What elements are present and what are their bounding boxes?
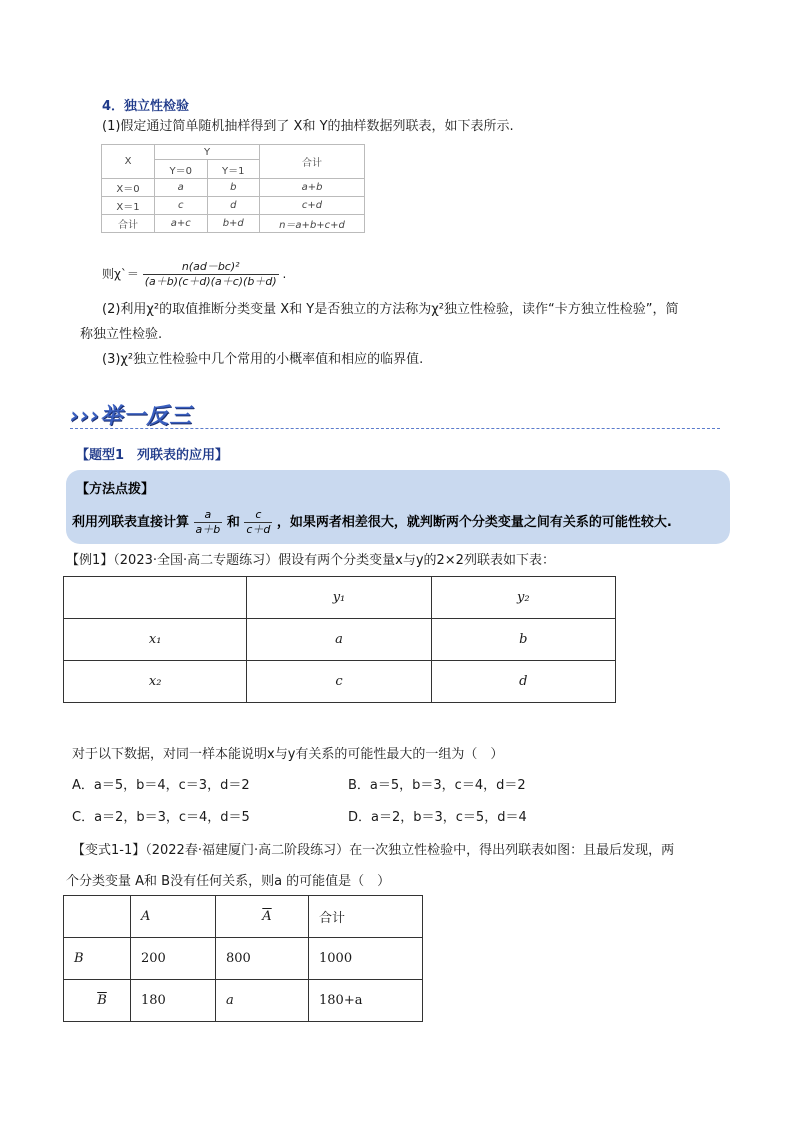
paragraph-3: (3)χ²独立性检验中几个常用的小概率值和相应的临界值. — [102, 352, 424, 367]
example1-title: 【例1】（2023·全国·高二专题练习）假设有两个分类变量x与y的2×2列联表如下表： — [66, 553, 555, 568]
formula-denominator: (a＋b)(c＋d)(a＋c)(b＋d) — [144, 275, 277, 288]
header-y1: Y＝1 — [207, 160, 260, 179]
table-row — [102, 197, 365, 215]
table-cell — [64, 577, 247, 619]
banner-divider — [70, 428, 720, 429]
table-cell: 1000 — [309, 938, 423, 980]
table-cell: X＝0 — [102, 179, 155, 197]
tip-text-post: ，如果两者相差很大，就判断两个分类变量之间有关系的可能性较大. — [276, 515, 672, 530]
table-cell: y₁ — [247, 577, 431, 619]
table-cell: 800 — [216, 938, 309, 980]
header-x: X — [102, 145, 155, 179]
frac2-numerator: c — [244, 508, 272, 523]
table-cell — [64, 896, 131, 938]
table-cell: y₂ — [431, 577, 615, 619]
table-cell: c — [155, 197, 208, 215]
tip-text-mid: 和 — [226, 515, 240, 530]
header-y: Y — [155, 145, 260, 160]
table-cell: a — [155, 179, 208, 197]
tip-heading: 【方法点拨】 — [76, 482, 155, 497]
paragraph-2a: (2)利用χ²的取值推断分类变量 X和 Y是否独立的方法称为χ²独立性检验，读作“卡方独立性检验”，简 — [102, 302, 679, 317]
option-b: B．a＝5，b＝3，c＝4，d＝2 — [348, 778, 526, 793]
table-cell: c+d — [260, 197, 365, 215]
section-banner: ›››举一反三 — [70, 404, 193, 429]
table-cell: b — [207, 179, 260, 197]
table-cell: b — [431, 619, 615, 661]
formula-numerator: n(ad－bc)² — [143, 260, 279, 275]
example1-table — [63, 576, 616, 703]
table-cell: a+b — [260, 179, 365, 197]
table-cell: d — [431, 661, 615, 703]
table-cell: A — [131, 896, 216, 938]
table-cell: 200 — [131, 938, 216, 980]
table-row — [64, 980, 423, 1022]
chi-square-formula — [102, 260, 286, 289]
table-cell: x₂ — [64, 661, 247, 703]
table-cell-b-bar: $\overline{B}$ — [64, 980, 131, 1022]
table-row — [64, 577, 616, 619]
paragraph-1: (1)假定通过简单随机抽样得到了 X和 Y的抽样数据列联表，如下表所示. — [102, 119, 514, 134]
header-y0: Y＝0 — [155, 160, 208, 179]
tip-body — [72, 508, 672, 537]
table-cell: a — [247, 619, 431, 661]
variant1-table — [63, 895, 423, 1022]
table-cell: d — [207, 197, 260, 215]
table-cell: 180+a — [309, 980, 423, 1022]
frac1-denominator: a＋b — [195, 523, 221, 536]
variant1-line1: 【变式1-1】（2022春·福建厦门·高二阶段练习）在一次独立性检验中，得出列联表如图：且最后发现，两 — [72, 843, 675, 858]
tip-text-pre: 利用列联表直接计算 — [72, 515, 190, 530]
option-d: D．a＝2，b＝3，c＝5，d＝4 — [348, 810, 527, 825]
table-cell: c — [247, 661, 431, 703]
formula-suffix: . — [282, 267, 287, 281]
frac2-denominator: c＋d — [246, 523, 271, 536]
table-cell: a — [216, 980, 309, 1022]
variant1-line2: 个分类变量 A和 B没有任何关系，则a 的可能值是（ ） — [66, 874, 391, 889]
contingency-table-xy — [101, 144, 365, 233]
table-cell: a+c — [155, 215, 208, 233]
table-cell: X＝1 — [102, 197, 155, 215]
table-cell-a-bar: $\overline{A}$ — [216, 896, 309, 938]
table-cell: 合计 — [102, 215, 155, 233]
table-cell: x₁ — [64, 619, 247, 661]
table-row — [102, 215, 365, 233]
header-total: 合计 — [260, 145, 365, 179]
table-row — [64, 619, 616, 661]
table-cell: b+d — [207, 215, 260, 233]
frac1-numerator: a — [194, 508, 223, 523]
option-c: C．a＝2，b＝3，c＝4，d＝5 — [72, 810, 250, 825]
table-cell: 180 — [131, 980, 216, 1022]
option-a: A．a＝5，b＝4，c＝3，d＝2 — [72, 778, 250, 793]
table-row — [64, 938, 423, 980]
table-row — [102, 179, 365, 197]
example1-question: 对于以下数据，对同一样本能说明x与y有关系的可能性最大的一组为（ ） — [72, 747, 504, 762]
table-row — [64, 896, 423, 938]
table-cell: B — [64, 938, 131, 980]
paragraph-2b: 称独立性检验. — [80, 327, 163, 342]
formula-prefix: 则χ`＝ — [102, 267, 139, 281]
table-cell: 合计 — [309, 896, 423, 938]
table-row — [64, 661, 616, 703]
section-title: 4．独立性检验 — [102, 99, 190, 114]
type-title: 【题型1 列联表的应用】 — [76, 448, 229, 463]
table-cell: n＝a+b+c+d — [260, 215, 365, 233]
